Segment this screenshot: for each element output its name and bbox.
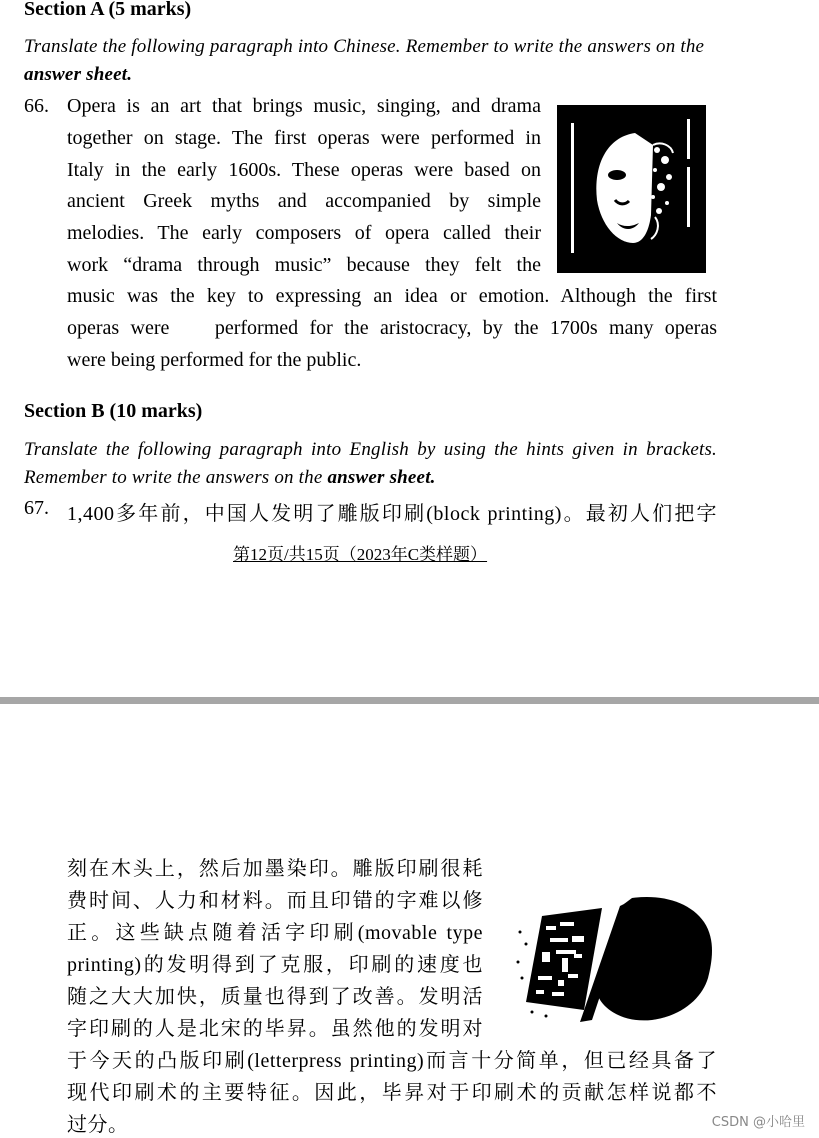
q66-line: were being performed for the public. [67,349,362,371]
q67-line: 于今天的凸版印刷(letterpress printing)而言十分简单，但已经具备了 [67,1050,717,1072]
q66-line: Italy in the early 1600s. These operas were based on [67,159,541,181]
q67-line: printing)的发明得到了克服，印刷的速度也 [67,954,483,976]
section-a-heading: Section A (5 marks) [24,0,192,20]
section-b-heading: Section B (10 marks) [24,400,203,422]
q67-line: 刻在木头上，然后加墨染印。雕版印刷很耗 [67,858,483,880]
q67-line: 过分。 [67,1114,129,1136]
section-b-instruction [24,436,717,492]
section-a-instruction-text: Translate the following paragraph into Chinese. Remember to write the answers on the [24,36,705,57]
printing-stamp-icon [512,892,718,1024]
page-bottom [0,704,819,1138]
q66-line: together on stage. The first operas were performed in [67,127,541,149]
page-footer: 第12页/共15页（2023年C类样题） [233,545,488,564]
q67-line: 字印刷的人是北宋的毕昇。虽然他的发明对 [67,1018,483,1040]
section-b-instruction-text: Translate the following paragraph into English by using the hints given in brackets. Remember to write the answers on the [24,439,717,488]
page-separator [0,697,819,704]
q67-line: 随之大大加快，质量也得到了改善。发明活 [67,986,483,1008]
q66-line: operas were performed for the aristocracy, by the 1700s many operas [67,317,717,339]
q66-line: ancient Greek myths and accompanied by simple [67,190,541,212]
q67-line: 现代印刷术的主要特征。因此，毕昇对于印刷术的贡献怎样说都不 [67,1082,717,1104]
section-b-instruction-bold: answer sheet. [327,467,436,488]
q67-first-line: 1,400多年前，中国人发明了雕版印刷(block printing)。最初人们把字 [67,503,717,525]
question-67-number: 67. [24,497,49,519]
opera-mask-icon [557,105,706,273]
q66-line: work “drama through music” because they felt the [67,254,541,276]
q67-line: 正。这些缺点随着活字印刷(movable type [67,922,483,944]
section-a-instruction [24,33,717,89]
question-66-number: 66. [24,95,49,117]
csdn-watermark: CSDN @小哈里 [711,1115,805,1130]
q66-line: melodies. The early composers of opera called their [67,222,541,244]
q66-line: music was the key to expressing an idea or emotion. Although the first [67,285,717,307]
section-a-instruction-bold: answer sheet. [24,64,133,85]
q67-line: 费时间、人力和材料。而且印错的字难以修 [67,890,483,912]
q66-line: Opera is an art that brings music, singing, and drama [67,95,541,117]
